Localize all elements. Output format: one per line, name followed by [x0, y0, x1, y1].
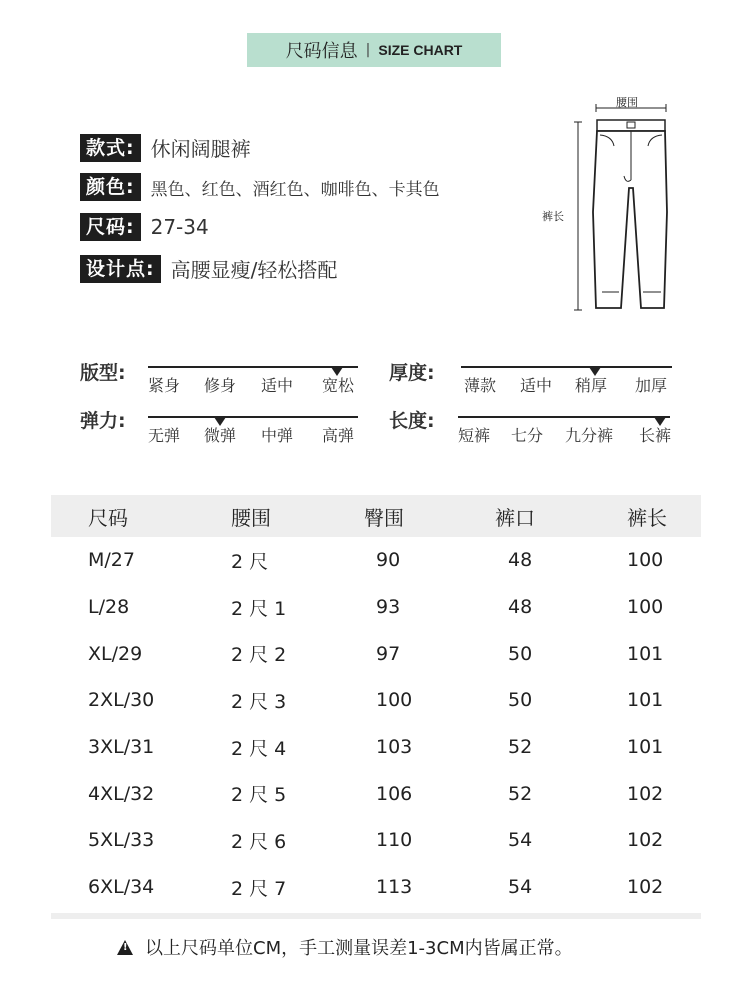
cell-size: 4XL/32	[88, 782, 155, 805]
length-option: 九分裤	[565, 426, 614, 445]
table-row	[51, 537, 701, 584]
cell-waist: 2 尺 5	[231, 784, 287, 807]
header-waist: 腰围	[231, 505, 271, 530]
length-option: 长裤	[639, 426, 672, 445]
header-hem: 裤口	[495, 505, 535, 530]
length-scale-label: 长度:	[389, 410, 435, 432]
cell-size: 5XL/33	[88, 829, 155, 852]
fit-scale-line	[148, 366, 358, 368]
cell-hem: 52	[508, 736, 533, 759]
header-hip: 臀围	[364, 505, 404, 530]
cell-size: 3XL/31	[88, 736, 155, 759]
thickness-option: 适中	[520, 376, 553, 395]
cell-hem: 50	[508, 689, 533, 712]
cell-size: 2XL/30	[88, 689, 155, 712]
info-row-size	[80, 213, 209, 241]
cell-size: L/28	[88, 596, 130, 619]
info-label-color: 颜色:	[80, 173, 141, 201]
size-chart-banner	[247, 33, 501, 67]
table-bottom-bar	[51, 913, 701, 919]
cell-hip: 97	[376, 642, 401, 665]
cell-hip: 113	[376, 876, 413, 899]
stretch-option: 中弹	[261, 426, 294, 445]
cell-waist: 2 尺 6	[231, 830, 287, 853]
table-row	[51, 770, 701, 817]
cell-size: XL/29	[88, 642, 143, 665]
stretch-option: 高弹	[322, 426, 355, 445]
cell-length: 100	[627, 596, 664, 619]
info-row-design	[80, 254, 337, 283]
table-row	[51, 584, 701, 631]
cell-length: 102	[627, 829, 664, 852]
footer-text: 以上尺码单位CM，手工测量误差1-3CM内皆属正常。	[145, 938, 573, 959]
info-label-size: 尺码:	[80, 213, 141, 241]
thickness-scale-line	[461, 366, 672, 368]
thickness-option: 薄款	[464, 376, 497, 395]
thickness-option: 加厚	[635, 376, 668, 395]
cell-size: M/27	[88, 549, 135, 572]
cell-length: 101	[627, 642, 664, 665]
cell-waist: 2 尺 4	[231, 737, 287, 760]
cell-waist: 2 尺 3	[231, 690, 287, 713]
info-label-design: 设计点:	[80, 255, 161, 283]
info-value-style: 休闲阔腿裤	[150, 137, 251, 161]
cell-hem: 54	[508, 876, 533, 899]
table-row	[51, 724, 701, 771]
cell-length: 101	[627, 736, 664, 759]
cell-waist: 2 尺	[231, 550, 269, 573]
cell-waist: 2 尺 2	[231, 644, 287, 667]
length-option: 短裤	[458, 426, 491, 445]
stretch-scale	[148, 416, 358, 486]
cell-hip: 100	[376, 689, 413, 712]
info-value-size: 27-34	[150, 215, 209, 239]
table-row	[51, 677, 701, 724]
fit-option: 修身	[204, 376, 237, 395]
stretch-scale-line	[148, 416, 358, 418]
fit-option: 适中	[261, 376, 294, 395]
fit-option: 宽松	[322, 376, 355, 395]
header-length: 裤长	[627, 505, 667, 530]
cell-hip: 110	[376, 829, 413, 852]
header-size: 尺码	[88, 505, 128, 530]
pants-outline-icon	[530, 92, 710, 317]
cell-waist: 2 尺 7	[231, 877, 287, 900]
fit-label: 版型:	[80, 362, 126, 384]
table-row	[51, 864, 701, 911]
cell-waist: 2 尺 1	[231, 597, 287, 620]
info-label-style: 款式:	[80, 134, 141, 162]
cell-length: 102	[627, 782, 664, 805]
cell-length: 102	[627, 876, 664, 899]
stretch-option: 无弹	[148, 426, 181, 445]
length-scale	[458, 416, 670, 486]
table-body	[51, 537, 701, 911]
length-label: 裤长	[542, 210, 564, 223]
cell-hip: 93	[376, 596, 401, 619]
warning-icon: !	[117, 940, 133, 955]
table-row	[51, 630, 701, 677]
fit-option: 紧身	[148, 376, 181, 395]
footer-note	[117, 934, 573, 960]
info-row-style	[80, 133, 251, 162]
cell-hem: 48	[508, 596, 533, 619]
cell-size: 6XL/34	[88, 876, 155, 899]
cell-hip: 106	[376, 782, 413, 805]
cell-hip: 90	[376, 549, 401, 572]
length-scale-line	[458, 416, 670, 418]
info-value-color: 黑色、红色、酒红色、咖啡色、卡其色	[150, 179, 440, 200]
length-option: 七分	[511, 426, 544, 445]
stretch-label: 弹力:	[80, 410, 126, 432]
table-header	[51, 495, 701, 537]
thickness-label: 厚度:	[389, 362, 435, 384]
stretch-option: 微弹	[204, 426, 237, 445]
cell-hem: 52	[508, 782, 533, 805]
cell-length: 101	[627, 689, 664, 712]
cell-hip: 103	[376, 736, 413, 759]
banner-separator: |	[365, 42, 371, 58]
info-value-design: 高腰显瘦/轻松搭配	[170, 258, 338, 282]
size-table	[51, 495, 701, 919]
banner-title-en: SIZE CHART	[378, 42, 463, 58]
thickness-option: 稍厚	[575, 376, 608, 395]
table-row	[51, 817, 701, 864]
pants-diagram	[530, 92, 710, 317]
cell-length: 100	[627, 549, 664, 572]
banner-title-cn: 尺码信息	[285, 41, 358, 62]
cell-hem: 54	[508, 829, 533, 852]
cell-hem: 50	[508, 642, 533, 665]
cell-hem: 48	[508, 549, 533, 572]
waist-label: 腰围	[616, 96, 638, 109]
info-row-color	[80, 173, 440, 201]
